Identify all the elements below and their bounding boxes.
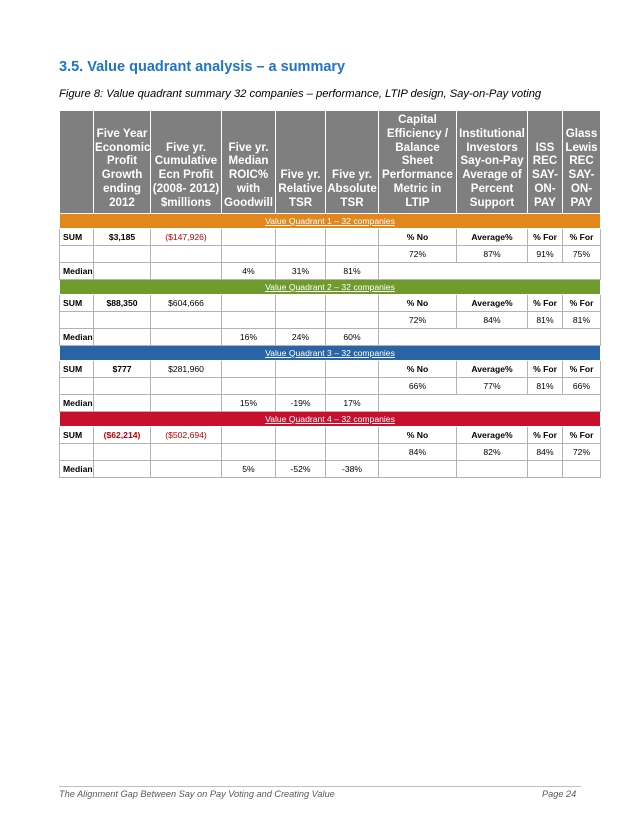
sum-label: SUM <box>60 426 94 443</box>
empty-cell <box>222 360 276 377</box>
vote-header-glass: % For <box>563 426 601 443</box>
vote-average-value: 87% <box>457 245 528 262</box>
footer-divider <box>59 786 581 787</box>
sum-cumulative-ep: ($502,694) <box>151 426 222 443</box>
empty-cell <box>326 228 379 245</box>
empty-cell <box>60 311 94 328</box>
empty-cell <box>276 228 326 245</box>
footer-title: The Alignment Gap Between Say on Pay Voting and Creating Value <box>59 789 335 799</box>
empty-cell <box>379 394 601 411</box>
vote-values-row <box>60 245 601 262</box>
empty-cell <box>379 262 601 279</box>
empty-cell <box>94 245 151 262</box>
median-relative-tsr: -52% <box>276 460 326 477</box>
empty-cell <box>151 311 222 328</box>
vote-header-iss: % For <box>528 360 563 377</box>
sum-row <box>60 294 601 311</box>
median-roic: 5% <box>222 460 276 477</box>
empty-cell <box>151 262 222 279</box>
vote-header-no: % No <box>379 294 457 311</box>
median-row <box>60 262 601 279</box>
empty-cell <box>60 377 94 394</box>
sum-cumulative-ep: $604,666 <box>151 294 222 311</box>
vote-header-average: Average% <box>457 294 528 311</box>
vote-iss-value: 91% <box>528 245 563 262</box>
vote-no-value: 66% <box>379 377 457 394</box>
sum-ep-growth: ($62,214) <box>94 426 151 443</box>
vote-no-value: 72% <box>379 245 457 262</box>
empty-cell <box>222 294 276 311</box>
empty-cell <box>151 245 222 262</box>
sum-row <box>60 426 601 443</box>
empty-cell <box>222 228 276 245</box>
empty-cell <box>528 460 563 477</box>
quadrant-title: Value Quadrant 2 – 32 companies <box>60 279 601 294</box>
empty-cell <box>222 245 276 262</box>
median-roic: 4% <box>222 262 276 279</box>
empty-cell <box>326 294 379 311</box>
sum-label: SUM <box>60 360 94 377</box>
header-cumulative-ep: Five yr. Cumulative Ecn Profit (2008- 2012) $millions <box>151 111 222 214</box>
empty-cell <box>94 460 151 477</box>
median-label: Median <box>60 394 94 411</box>
median-row <box>60 460 601 477</box>
vote-glass-value: 72% <box>563 443 601 460</box>
vote-no-value: 84% <box>379 443 457 460</box>
header-investor-support: Institutional Investors Say-on-Pay Average of Percent Support <box>457 111 528 214</box>
empty-cell <box>326 360 379 377</box>
empty-cell <box>563 460 601 477</box>
empty-cell <box>457 460 528 477</box>
empty-cell <box>276 426 326 443</box>
vote-iss-value: 84% <box>528 443 563 460</box>
vote-values-row <box>60 311 601 328</box>
empty-cell <box>151 394 222 411</box>
median-relative-tsr: 24% <box>276 328 326 345</box>
vote-header-iss: % For <box>528 426 563 443</box>
sum-cumulative-ep: ($147,926) <box>151 228 222 245</box>
median-label: Median <box>60 262 94 279</box>
empty-cell <box>94 377 151 394</box>
figure-caption: Figure 8: Value quadrant summary 32 companies – performance, LTIP design, Say-on-Pay voting <box>59 88 542 100</box>
empty-cell <box>60 443 94 460</box>
empty-cell <box>276 245 326 262</box>
empty-cell <box>94 311 151 328</box>
empty-cell <box>94 328 151 345</box>
vote-iss-value: 81% <box>528 377 563 394</box>
vote-average-value: 82% <box>457 443 528 460</box>
empty-cell <box>326 311 379 328</box>
empty-cell <box>151 443 222 460</box>
page-number: Page 24 <box>542 789 577 799</box>
vote-header-iss: % For <box>528 294 563 311</box>
empty-cell <box>276 294 326 311</box>
quadrant-title: Value Quadrant 4 – 32 companies <box>60 411 601 426</box>
median-roic: 16% <box>222 328 276 345</box>
vote-no-value: 72% <box>379 311 457 328</box>
vote-header-iss: % For <box>528 228 563 245</box>
empty-cell <box>151 460 222 477</box>
empty-cell <box>60 245 94 262</box>
median-absolute-tsr: 17% <box>326 394 379 411</box>
header-median-roic: Five yr. Median ROIC% with Goodwill <box>222 111 276 214</box>
quadrant-title: Value Quadrant 3 – 32 companies <box>60 345 601 360</box>
vote-header-average: Average% <box>457 228 528 245</box>
quadrant-band-row <box>60 345 601 360</box>
vote-glass-value: 66% <box>563 377 601 394</box>
sum-ep-growth: $777 <box>94 360 151 377</box>
median-label: Median <box>60 328 94 345</box>
empty-cell <box>276 443 326 460</box>
sum-row <box>60 360 601 377</box>
vote-header-no: % No <box>379 360 457 377</box>
vote-glass-value: 81% <box>563 311 601 328</box>
quadrant-title: Value Quadrant 1 – 32 companies <box>60 213 601 228</box>
empty-cell <box>151 377 222 394</box>
sum-cumulative-ep: $281,960 <box>151 360 222 377</box>
median-row <box>60 394 601 411</box>
vote-header-glass: % For <box>563 360 601 377</box>
vote-header-no: % No <box>379 426 457 443</box>
empty-cell <box>276 360 326 377</box>
vote-values-row <box>60 443 601 460</box>
empty-cell <box>94 262 151 279</box>
median-relative-tsr: -19% <box>276 394 326 411</box>
empty-cell <box>379 460 457 477</box>
empty-cell <box>326 245 379 262</box>
quadrant-band-row <box>60 279 601 294</box>
vote-header-glass: % For <box>563 294 601 311</box>
empty-cell <box>222 311 276 328</box>
quadrant-band-row <box>60 411 601 426</box>
vote-header-glass: % For <box>563 228 601 245</box>
vote-iss-value: 81% <box>528 311 563 328</box>
median-absolute-tsr: 60% <box>326 328 379 345</box>
median-label: Median <box>60 460 94 477</box>
empty-cell <box>276 311 326 328</box>
vote-values-row <box>60 377 601 394</box>
empty-cell <box>151 328 222 345</box>
header-ep-growth: Five Year Economic Profit Growth ending 2012 <box>94 111 151 214</box>
header-capital-efficiency: Capital Efficiency / Balance Sheet Performance Metric in LTIP <box>379 111 457 214</box>
section-title: 3.5. Value quadrant analysis – a summary <box>59 59 346 75</box>
empty-cell <box>326 443 379 460</box>
empty-cell <box>222 426 276 443</box>
median-absolute-tsr: 81% <box>326 262 379 279</box>
empty-cell <box>94 443 151 460</box>
header-relative-tsr: Five yr. Relative TSR <box>276 111 326 214</box>
header-row <box>60 111 601 214</box>
median-roic: 15% <box>222 394 276 411</box>
header-label <box>60 111 94 214</box>
empty-cell <box>222 443 276 460</box>
sum-ep-growth: $3,185 <box>94 228 151 245</box>
value-quadrant-table <box>59 110 601 478</box>
quadrant-band-row <box>60 213 601 228</box>
empty-cell <box>222 377 276 394</box>
header-iss-rec: ISS REC SAY-ON-PAY <box>528 111 563 214</box>
empty-cell <box>326 377 379 394</box>
vote-average-value: 84% <box>457 311 528 328</box>
vote-glass-value: 75% <box>563 245 601 262</box>
table-body <box>60 213 601 477</box>
empty-cell <box>379 328 601 345</box>
vote-header-average: Average% <box>457 426 528 443</box>
median-row <box>60 328 601 345</box>
empty-cell <box>276 377 326 394</box>
header-absolute-tsr: Five yr. Absolute TSR <box>326 111 379 214</box>
empty-cell <box>326 426 379 443</box>
empty-cell <box>94 394 151 411</box>
sum-label: SUM <box>60 228 94 245</box>
header-glass-lewis-rec: Glass Lewis REC SAY-ON-PAY <box>563 111 601 214</box>
median-relative-tsr: 31% <box>276 262 326 279</box>
vote-header-average: Average% <box>457 360 528 377</box>
vote-header-no: % No <box>379 228 457 245</box>
median-absolute-tsr: -38% <box>326 460 379 477</box>
sum-row <box>60 228 601 245</box>
vote-average-value: 77% <box>457 377 528 394</box>
sum-label: SUM <box>60 294 94 311</box>
sum-ep-growth: $88,350 <box>94 294 151 311</box>
